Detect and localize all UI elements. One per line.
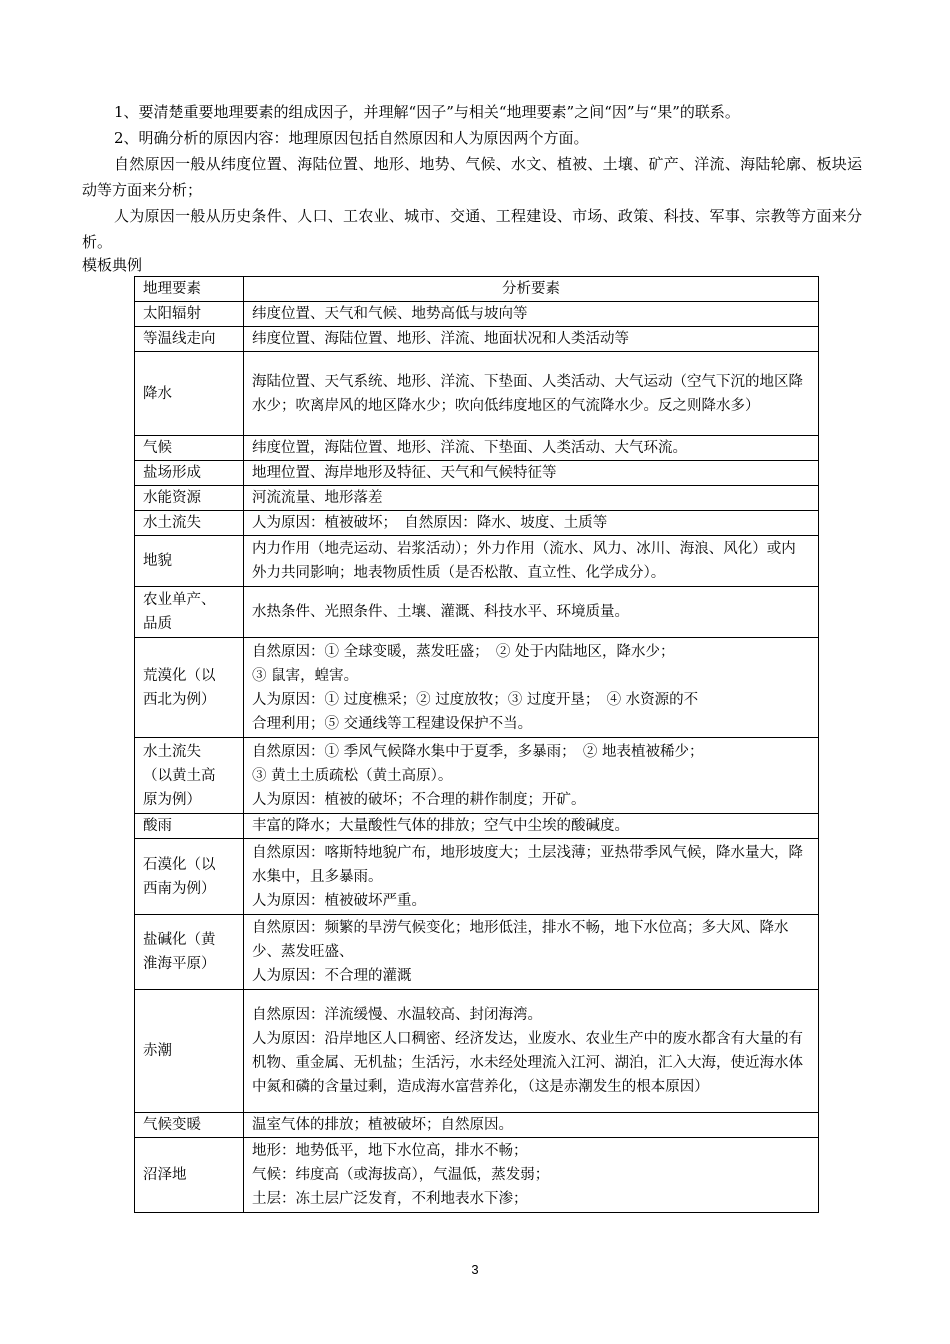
analysis-cell: 内力作用（地壳运动、岩浆活动）；外力作用（流水、风力、冰川、海浪、风化）或内外力共同影响；地表物质性质（是否松散、直立性、化学成分）。 (244, 536, 819, 587)
analysis-cell: 人为原因：植被破坏； 自然原因：降水、坡度、土质等 (244, 511, 819, 536)
analysis-cell: 河流流量、地形落差 (244, 486, 819, 511)
geo-element-cell: 气候变暖 (135, 1113, 244, 1138)
analysis-cell: 纬度位置、海陆位置、地形、洋流、地面状况和人类活动等 (244, 327, 819, 352)
table-row (135, 738, 819, 814)
table-row (135, 814, 819, 839)
geo-element-cell: 石漠化（以 西南为例） (135, 839, 244, 915)
table-row (135, 839, 819, 915)
table-row (135, 327, 819, 352)
analysis-cell: 自然原因：① 季风气候降水集中于夏季，多暴雨； ② 地表植被稀少； ③ 黄土土质疏松（黄土高原）。 人为原因：植被的破坏；不合理的耕作制度；开矿。 (244, 738, 819, 814)
table-row (135, 461, 819, 486)
table-row (135, 436, 819, 461)
analysis-cell: 温室气体的排放；植被破坏；自然原因。 (244, 1113, 819, 1138)
table-row (135, 990, 819, 1113)
analysis-table (134, 276, 819, 1213)
geo-element-cell: 酸雨 (135, 814, 244, 839)
page-number: 3 (471, 1262, 479, 1277)
geo-element-cell: 水能资源 (135, 486, 244, 511)
analysis-cell: 丰富的降水；大量酸性气体的排放；空气中尘埃的酸碱度。 (244, 814, 819, 839)
table-row (135, 352, 819, 436)
table-row (135, 302, 819, 327)
analysis-cell: 纬度位置，海陆位置、地形、洋流、下垫面、人类活动、大气环流。 (244, 436, 819, 461)
analysis-cell: 自然原因：① 全球变暖，蒸发旺盛； ② 处于内陆地区，降水少； ③ 鼠害，蝗害。 人为原因：① 过度樵采；② 过度放牧；③ 过度开垦； ④ 水资源的不 合理利用；⑤ 交通线等工程建设保护不当。 (244, 638, 819, 738)
analysis-cell: 海陆位置、天气系统、地形、洋流、下垫面、人类活动、大气运动（空气下沉的地区降水少；吹离岸风的地区降水少；吹向低纬度地区的气流降水少。反之则降水多） (244, 352, 819, 436)
paragraph-2: 2、明确分析的原因内容：地理原因包括自然原因和人为原因两个方面。 (114, 129, 589, 147)
geo-element-cell: 盐碱化（黄 淮海平原） (135, 915, 244, 990)
table-row (135, 486, 819, 511)
template-example-title: 模板典例 (82, 256, 143, 274)
paragraph-natural-causes: 自然原因一般从纬度位置、海陆位置、地形、地势、气候、水文、植被、土壤、矿产、洋流、海陆轮廓、板块运动等方面来分析； (82, 155, 862, 199)
table-row (135, 587, 819, 638)
geo-element-cell: 气候 (135, 436, 244, 461)
geo-element-cell: 等温线走向 (135, 327, 244, 352)
geo-element-cell: 太阳辐射 (135, 302, 244, 327)
geo-element-cell: 沼泽地 (135, 1138, 244, 1213)
geo-element-cell: 水土流失 (135, 511, 244, 536)
geo-element-cell: 赤潮 (135, 990, 244, 1113)
analysis-cell: 地理位置、海岸地形及特征、天气和气候特征等 (244, 461, 819, 486)
table-row (135, 1138, 819, 1213)
table-row (135, 536, 819, 587)
analysis-cell: 地形：地势低平，地下水位高，排水不畅； 气候：纬度高（或海拔高），气温低，蒸发弱； 土层：冻土层广泛发育，不利地表水下渗； (244, 1138, 819, 1213)
analysis-cell: 纬度位置、天气和气候、地势高低与坡向等 (244, 302, 819, 327)
geo-element-cell: 地貌 (135, 536, 244, 587)
table-row (135, 511, 819, 536)
geo-element-cell: 水土流失 （以黄土高 原为例） (135, 738, 244, 814)
table-header-row (135, 277, 819, 302)
table-body (135, 302, 819, 1213)
paragraph-human-causes: 人为原因一般从历史条件、人口、工农业、城市、交通、工程建设、市场、政策、科技、军事、宗教等方面来分析。 (82, 207, 862, 251)
analysis-cell: 自然原因：频繁的旱涝气候变化；地形低洼，排水不畅，地下水位高；多大风、降水少、蒸发旺盛、 人为原因：不合理的灌溉 (244, 915, 819, 990)
header-geo-element: 地理要素 (135, 277, 244, 302)
table-row (135, 915, 819, 990)
header-analysis-element: 分析要素 (244, 277, 819, 302)
analysis-cell: 自然原因：洋流缓慢、水温较高、封闭海湾。 人为原因：沿岸地区人口稠密、经济发达，业废水、农业生产中的废水都含有大量的有机物、重金属、无机盐；生活污，水未经处理流入江河、湖泊，汇入大海，使近海水体中氮和磷的含量过剩，造成海水富营养化，（这是赤潮发生的根本原因） (244, 990, 819, 1113)
analysis-cell: 水热条件、光照条件、土壤、灌溉、科技水平、环境质量。 (244, 587, 819, 638)
paragraph-1: 1、要清楚重要地理要素的组成因子，并理解“因子”与相关“地理要素”之间“因”与“果”的联系。 (114, 103, 740, 121)
analysis-cell: 自然原因：喀斯特地貌广布，地形坡度大；土层浅薄；亚热带季风气候，降水量大，降水集中，且多暴雨。 人为原因：植被破坏严重。 (244, 839, 819, 915)
geo-element-cell: 盐场形成 (135, 461, 244, 486)
geo-element-cell: 荒漠化（以 西北为例） (135, 638, 244, 738)
geo-element-cell: 农业单产、 品质 (135, 587, 244, 638)
table-row (135, 638, 819, 738)
table-row (135, 1113, 819, 1138)
geo-element-cell: 降水 (135, 352, 244, 436)
